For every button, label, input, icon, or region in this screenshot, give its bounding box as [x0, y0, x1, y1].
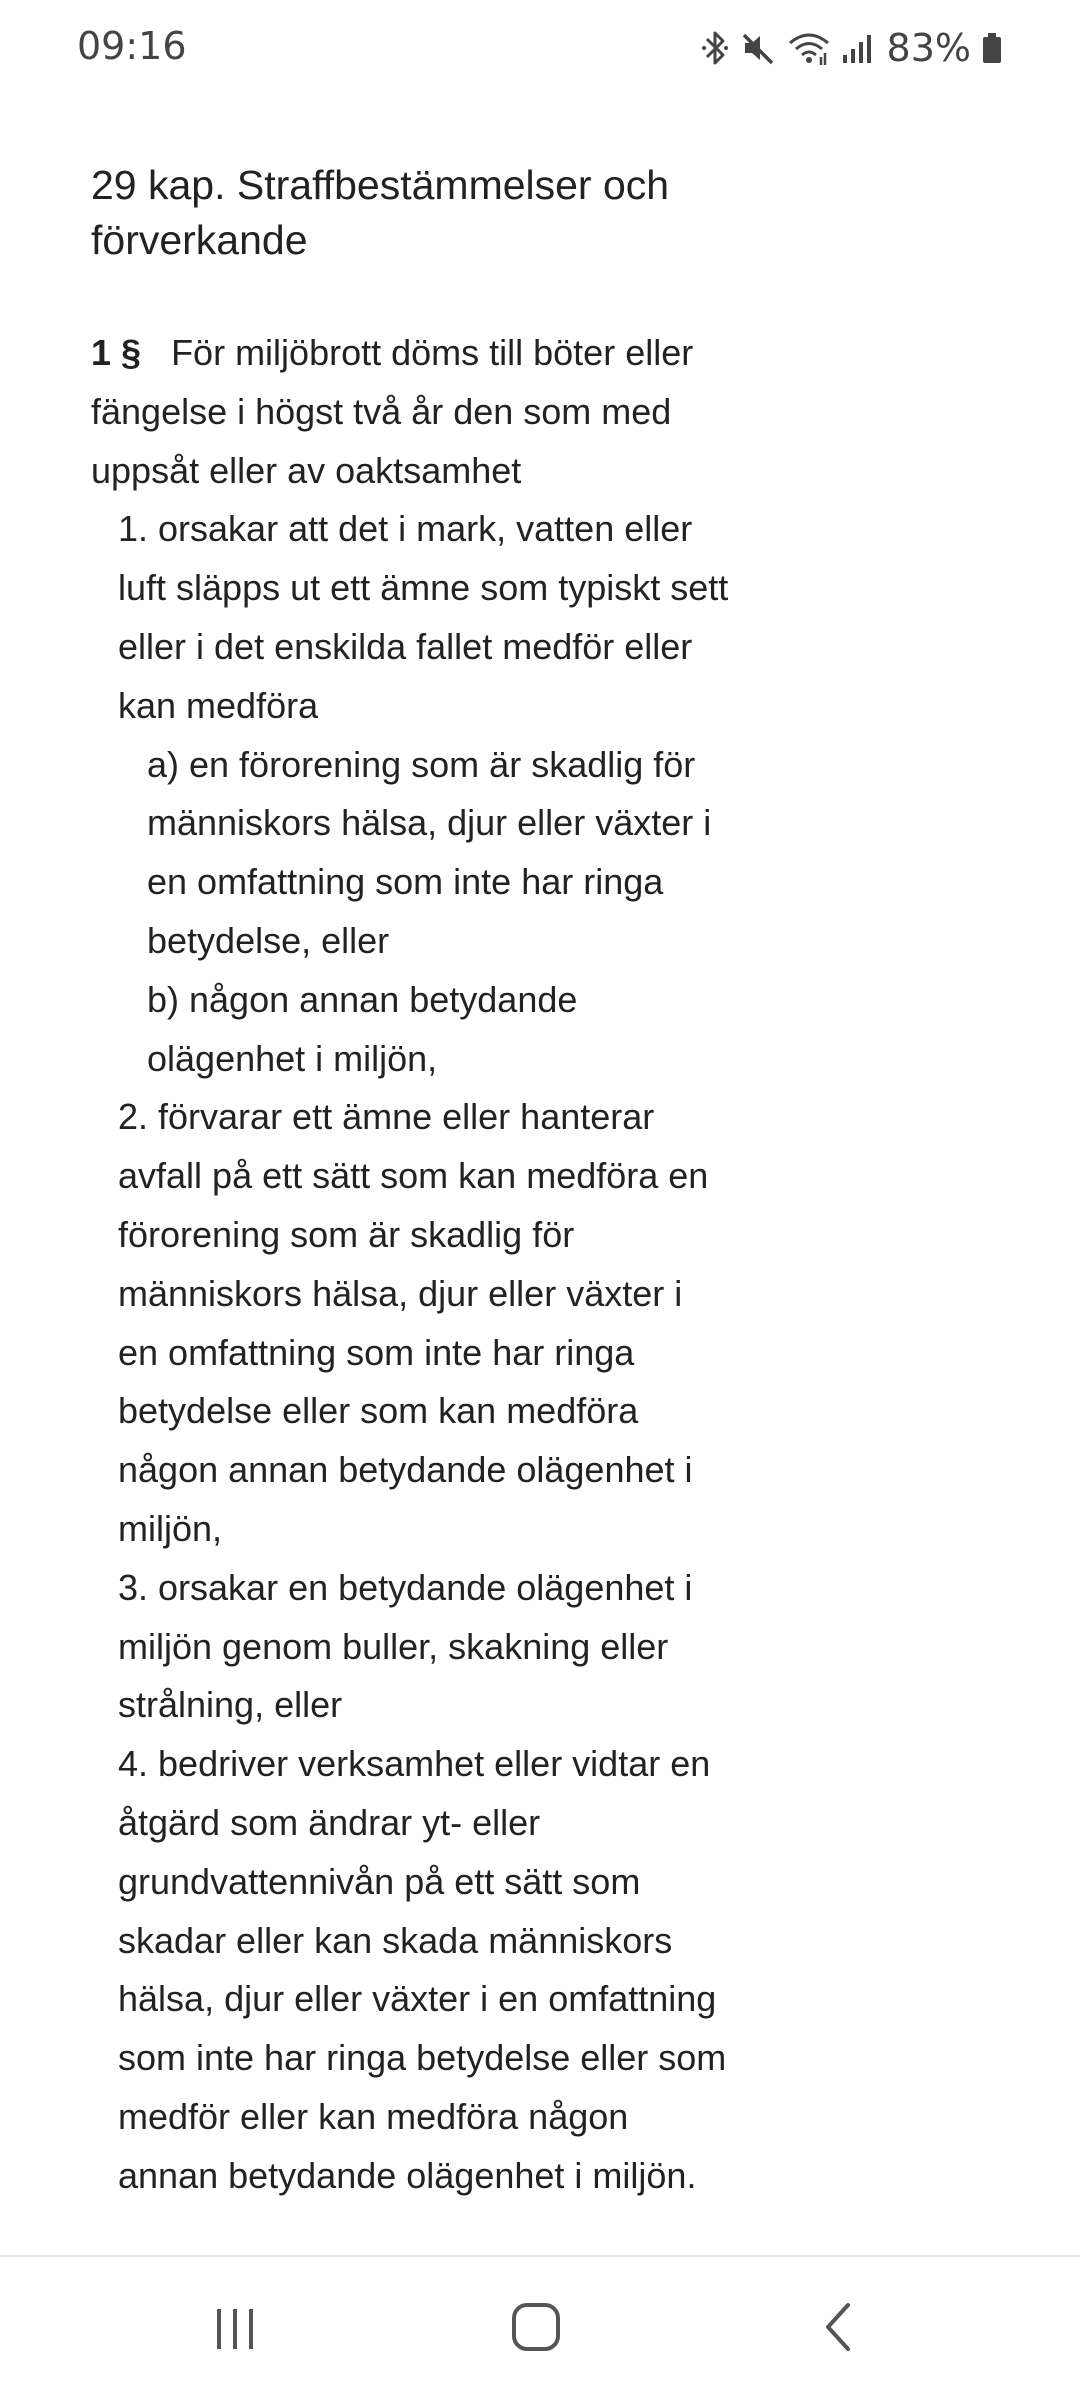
mute-icon	[739, 29, 777, 67]
status-bar	[0, 0, 1080, 98]
bluetooth-icon	[701, 29, 729, 67]
list-item-1b: b) någon annan betydande olägenhet i miljön,	[147, 978, 578, 1079]
section-1	[91, 324, 731, 2206]
status-icons	[701, 24, 1003, 72]
list-item-2: 2. förvarar ett ämne eller hanterar avfall på ett sätt som kan medföra en förorening som är skadlig för människors hälsa, djur eller växter i en omfattning som inte har ringa betydelse eller som kan medföra någon annan betydande olägenhet i miljön,	[118, 1096, 709, 1549]
recent-apps-icon	[205, 2297, 265, 2357]
section-number: 1 §	[91, 332, 142, 373]
list-item-3: 3. orsakar en betydande olägenhet i miljön genom buller, skakning eller strålning, eller	[118, 1566, 693, 1726]
navigation-bar	[0, 2257, 1080, 2400]
battery-icon	[981, 29, 1003, 67]
wifi-icon	[787, 29, 831, 67]
home-button[interactable]	[476, 2277, 596, 2377]
status-time: 09:16	[77, 24, 187, 68]
document-content	[91, 150, 731, 2255]
section-intro	[91, 324, 731, 500]
home-icon	[506, 2297, 566, 2357]
back-button[interactable]	[780, 2277, 900, 2377]
section-intro-text: För miljöbrott döms till böter eller fängelse i högst två år den som med uppsåt eller av oaktsamhet	[91, 332, 694, 491]
list-item-1: 1. orsakar att det i mark, vatten eller luft släpps ut ett ämne som typiskt sett eller i det enskilda fallet medför eller kan medföra	[118, 508, 729, 726]
signal-icon	[841, 29, 873, 67]
chapter-title: 29 kap. Straffbestämmelser och förverkande	[91, 162, 670, 263]
recent-apps-button[interactable]	[175, 2277, 295, 2377]
list-item-1a: a) en förorening som är skadlig för människors hälsa, djur eller växter i en omfattning som inte har ringa betydelse, eller	[147, 743, 712, 961]
battery-percent: 83%	[886, 26, 971, 70]
list-item-4: 4. bedriver verksamhet eller vidtar en åtgärd som ändrar yt- eller grundvattennivån på ett sätt som skadar eller kan skada människors hälsa, djur eller växter i en omfattning som inte har ringa betydelse eller som medför eller kan medföra någon annan betydande olägenhet i miljön.	[118, 1743, 727, 2196]
back-icon	[810, 2297, 870, 2357]
